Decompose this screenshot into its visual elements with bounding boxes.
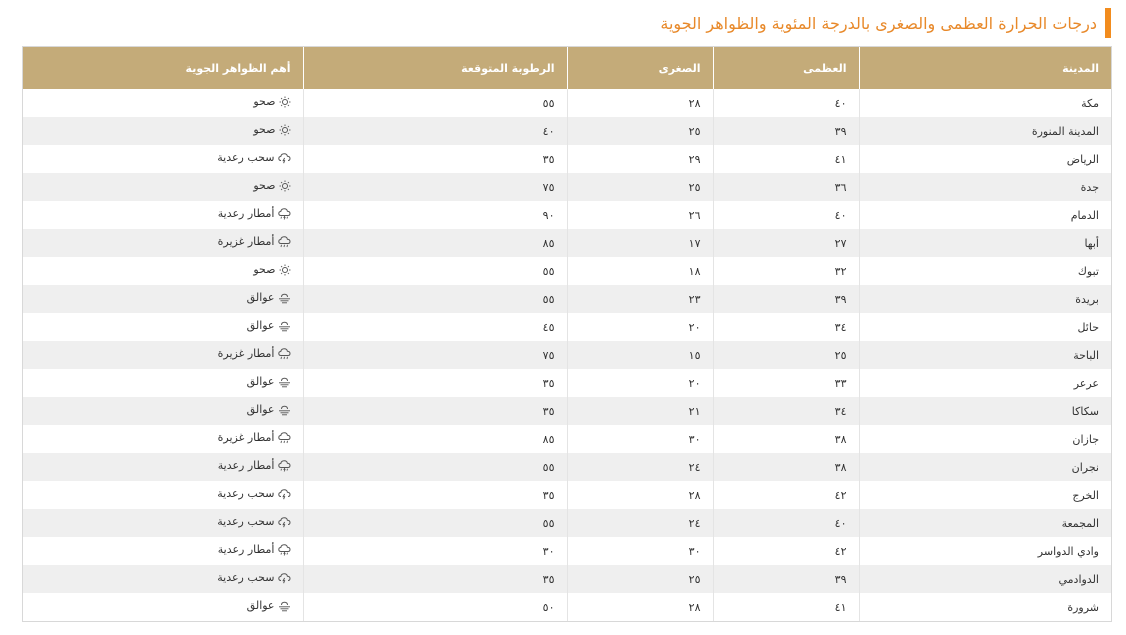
weather-label bbox=[253, 263, 290, 276]
cell-min: ٣٠ bbox=[567, 425, 713, 453]
cell-city: الرياض bbox=[859, 145, 1111, 173]
cell-city: جازان bbox=[859, 425, 1111, 453]
cell-min: ١٧ bbox=[567, 229, 713, 257]
cell-max: ٢٥ bbox=[713, 341, 859, 369]
weather-text: أمطار رعدية bbox=[217, 459, 275, 473]
cell-max: ٤٢ bbox=[713, 537, 859, 565]
weather-label bbox=[218, 207, 291, 220]
weather-text: أمطار غزيرة bbox=[217, 235, 275, 249]
cell-city: مكة bbox=[859, 89, 1111, 117]
cell-weather bbox=[23, 117, 303, 145]
heavy-rain-icon bbox=[278, 348, 291, 360]
dust-icon bbox=[278, 320, 291, 332]
cell-weather bbox=[23, 257, 303, 285]
table-row bbox=[23, 117, 1111, 145]
cell-min: ١٥ bbox=[567, 341, 713, 369]
cell-min: ١٨ bbox=[567, 257, 713, 285]
cell-city: تبوك bbox=[859, 257, 1111, 285]
rain-thunder-icon bbox=[278, 208, 291, 220]
column-header-city: المدينة bbox=[859, 47, 1111, 89]
column-header-weather: أهم الظواهر الجوية bbox=[23, 47, 303, 89]
cell-humidity: ٣٥ bbox=[303, 397, 567, 425]
table-row bbox=[23, 173, 1111, 201]
weather-label bbox=[247, 403, 291, 416]
thunder-cloud-icon bbox=[278, 572, 291, 584]
cell-min: ٢٤ bbox=[567, 453, 713, 481]
weather-table bbox=[23, 47, 1111, 621]
cell-max: ٢٧ bbox=[713, 229, 859, 257]
cell-humidity: ٨٥ bbox=[303, 425, 567, 453]
cell-city: سكاكا bbox=[859, 397, 1111, 425]
page-title: درجات الحرارة العظمى والصغرى بالدرجة المئوية والظواهر الجوية bbox=[660, 13, 1097, 33]
cell-min: ٢١ bbox=[567, 397, 713, 425]
cell-max: ٤٠ bbox=[713, 509, 859, 537]
cell-humidity: ٤٠ bbox=[303, 117, 567, 145]
weather-label bbox=[253, 95, 290, 108]
cell-weather bbox=[23, 425, 303, 453]
cell-weather bbox=[23, 537, 303, 565]
cell-city: وادي الدواسر bbox=[859, 537, 1111, 565]
table-row bbox=[23, 537, 1111, 565]
table-row bbox=[23, 397, 1111, 425]
cell-weather bbox=[23, 593, 303, 621]
column-header-humidity: الرطوبة المتوقعة bbox=[303, 47, 567, 89]
cell-min: ٣٠ bbox=[567, 537, 713, 565]
cell-max: ٣٤ bbox=[713, 397, 859, 425]
cell-humidity: ٥٥ bbox=[303, 285, 567, 313]
weather-text: سحب رعدية bbox=[217, 515, 275, 529]
cell-city: نجران bbox=[859, 453, 1111, 481]
cell-weather bbox=[23, 173, 303, 201]
cell-humidity: ٣٥ bbox=[303, 369, 567, 397]
weather-text: صحو bbox=[253, 123, 276, 137]
cell-humidity: ٣٥ bbox=[303, 481, 567, 509]
cell-min: ٢٥ bbox=[567, 173, 713, 201]
cell-min: ٢٨ bbox=[567, 593, 713, 621]
cell-weather bbox=[23, 313, 303, 341]
weather-text: عوالق bbox=[246, 291, 275, 305]
weather-label bbox=[247, 599, 291, 612]
table-row bbox=[23, 509, 1111, 537]
weather-label bbox=[217, 571, 290, 584]
table-row bbox=[23, 257, 1111, 285]
table-row bbox=[23, 89, 1111, 117]
cell-max: ٤٢ bbox=[713, 481, 859, 509]
cell-max: ٣٩ bbox=[713, 285, 859, 313]
weather-text: أمطار رعدية bbox=[217, 543, 275, 557]
dust-icon bbox=[278, 376, 291, 388]
weather-text: أمطار غزيرة bbox=[217, 431, 275, 445]
weather-label bbox=[247, 375, 291, 388]
page-title-bar bbox=[21, 8, 1111, 38]
weather-label bbox=[218, 431, 291, 444]
cell-humidity: ٥٥ bbox=[303, 89, 567, 117]
table-row bbox=[23, 313, 1111, 341]
thunder-cloud-icon bbox=[278, 488, 291, 500]
cell-max: ٣٨ bbox=[713, 453, 859, 481]
thunder-cloud-icon bbox=[278, 516, 291, 528]
cell-min: ٢٩ bbox=[567, 145, 713, 173]
weather-text: عوالق bbox=[246, 375, 275, 389]
column-header-min: الصغرى bbox=[567, 47, 713, 89]
cell-humidity: ٥٥ bbox=[303, 509, 567, 537]
cell-max: ٤١ bbox=[713, 593, 859, 621]
cell-min: ٢٨ bbox=[567, 89, 713, 117]
weather-label bbox=[218, 459, 291, 472]
cell-humidity: ٨٥ bbox=[303, 229, 567, 257]
cell-weather bbox=[23, 145, 303, 173]
sun-icon bbox=[279, 124, 291, 136]
cell-city: عرعر bbox=[859, 369, 1111, 397]
cell-city: بريدة bbox=[859, 285, 1111, 313]
dust-icon bbox=[278, 404, 291, 416]
weather-label bbox=[253, 179, 290, 192]
table-row bbox=[23, 285, 1111, 313]
cell-humidity: ٤٥ bbox=[303, 313, 567, 341]
cell-weather bbox=[23, 369, 303, 397]
dust-icon bbox=[278, 292, 291, 304]
cell-weather bbox=[23, 341, 303, 369]
cell-max: ٣٦ bbox=[713, 173, 859, 201]
weather-text: أمطار رعدية bbox=[217, 207, 275, 221]
cell-weather bbox=[23, 509, 303, 537]
cell-min: ٢٥ bbox=[567, 565, 713, 593]
table-row bbox=[23, 229, 1111, 257]
title-accent-bar bbox=[1105, 8, 1111, 38]
rain-thunder-icon bbox=[278, 460, 291, 472]
heavy-rain-icon bbox=[278, 236, 291, 248]
sun-icon bbox=[279, 96, 291, 108]
weather-text: صحو bbox=[253, 95, 276, 109]
weather-label bbox=[217, 487, 290, 500]
weather-label bbox=[217, 515, 290, 528]
cell-max: ٣٩ bbox=[713, 117, 859, 145]
cell-weather bbox=[23, 397, 303, 425]
cell-city: الخرج bbox=[859, 481, 1111, 509]
cell-humidity: ٣٥ bbox=[303, 565, 567, 593]
cell-humidity: ٧٥ bbox=[303, 173, 567, 201]
cell-min: ٢٤ bbox=[567, 509, 713, 537]
cell-city: المجمعة bbox=[859, 509, 1111, 537]
weather-text: عوالق bbox=[246, 319, 275, 333]
cell-humidity: ٥٠ bbox=[303, 593, 567, 621]
weather-text: سحب رعدية bbox=[217, 151, 275, 165]
cell-city: الباحة bbox=[859, 341, 1111, 369]
table-row bbox=[23, 481, 1111, 509]
weather-text: سحب رعدية bbox=[217, 487, 275, 501]
column-header-max: العظمى bbox=[713, 47, 859, 89]
cell-max: ٣٨ bbox=[713, 425, 859, 453]
weather-label bbox=[218, 347, 291, 360]
cell-city: أبها bbox=[859, 229, 1111, 257]
weather-text: سحب رعدية bbox=[217, 571, 275, 585]
cell-weather bbox=[23, 229, 303, 257]
cell-humidity: ٩٠ bbox=[303, 201, 567, 229]
cell-humidity: ٣٥ bbox=[303, 145, 567, 173]
weather-text: صحو bbox=[253, 179, 276, 193]
cell-max: ٤٠ bbox=[713, 201, 859, 229]
weather-text: عوالق bbox=[246, 599, 275, 613]
weather-text: أمطار غزيرة bbox=[217, 347, 275, 361]
rain-thunder-icon bbox=[278, 544, 291, 556]
weather-label bbox=[253, 123, 290, 136]
cell-max: ٤١ bbox=[713, 145, 859, 173]
cell-weather bbox=[23, 565, 303, 593]
cell-humidity: ٣٠ bbox=[303, 537, 567, 565]
table-row bbox=[23, 453, 1111, 481]
table-row bbox=[23, 369, 1111, 397]
cell-weather bbox=[23, 285, 303, 313]
table-header-row bbox=[23, 47, 1111, 89]
cell-city: حائل bbox=[859, 313, 1111, 341]
weather-text: عوالق bbox=[246, 403, 275, 417]
table-row bbox=[23, 565, 1111, 593]
weather-label bbox=[247, 291, 291, 304]
cell-weather bbox=[23, 89, 303, 117]
table-row bbox=[23, 341, 1111, 369]
cell-min: ٢٨ bbox=[567, 481, 713, 509]
dust-icon bbox=[278, 600, 291, 612]
table-body bbox=[23, 89, 1111, 621]
cell-city: شرورة bbox=[859, 593, 1111, 621]
weather-label bbox=[218, 235, 291, 248]
table-row bbox=[23, 425, 1111, 453]
cell-max: ٣٤ bbox=[713, 313, 859, 341]
thunder-cloud-icon bbox=[278, 152, 291, 164]
cell-max: ٣٢ bbox=[713, 257, 859, 285]
cell-city: الدوادمي bbox=[859, 565, 1111, 593]
heavy-rain-icon bbox=[278, 432, 291, 444]
cell-city: المدينة المنورة bbox=[859, 117, 1111, 145]
cell-min: ٢٥ bbox=[567, 117, 713, 145]
cell-city: الدمام bbox=[859, 201, 1111, 229]
cell-humidity: ٥٥ bbox=[303, 257, 567, 285]
cell-max: ٣٩ bbox=[713, 565, 859, 593]
weather-table-container bbox=[22, 46, 1112, 622]
cell-min: ٢٦ bbox=[567, 201, 713, 229]
cell-city: جدة bbox=[859, 173, 1111, 201]
weather-label bbox=[218, 543, 291, 556]
table-row bbox=[23, 145, 1111, 173]
cell-max: ٤٠ bbox=[713, 89, 859, 117]
sun-icon bbox=[279, 264, 291, 276]
table-row bbox=[23, 201, 1111, 229]
weather-text: صحو bbox=[253, 263, 276, 277]
weather-label bbox=[247, 319, 291, 332]
cell-min: ٢٠ bbox=[567, 369, 713, 397]
cell-max: ٣٣ bbox=[713, 369, 859, 397]
cell-min: ٢٠ bbox=[567, 313, 713, 341]
cell-humidity: ٥٥ bbox=[303, 453, 567, 481]
cell-weather bbox=[23, 481, 303, 509]
cell-min: ٢٣ bbox=[567, 285, 713, 313]
table-row bbox=[23, 593, 1111, 621]
cell-weather bbox=[23, 453, 303, 481]
weather-label bbox=[217, 151, 290, 164]
cell-weather bbox=[23, 201, 303, 229]
sun-icon bbox=[279, 180, 291, 192]
cell-humidity: ٧٥ bbox=[303, 341, 567, 369]
